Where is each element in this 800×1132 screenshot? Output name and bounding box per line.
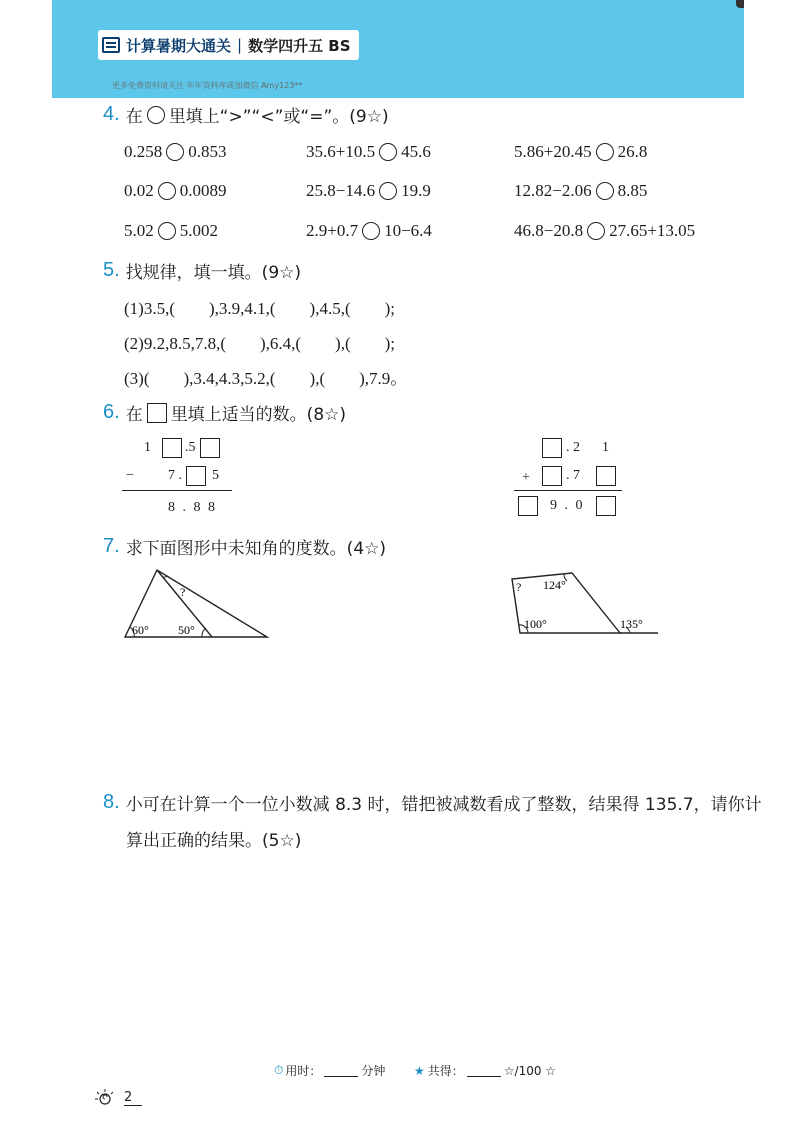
q6-prompt-end: 里填上适当的数。(8☆): [170, 405, 347, 425]
score-label: 共得：: [427, 1064, 464, 1078]
answer-box[interactable]: [200, 438, 220, 458]
answer-circle[interactable]: [596, 182, 614, 200]
q6-prompt-start: 在: [125, 405, 143, 425]
plus-sign: +: [522, 470, 530, 485]
sum-line: [514, 490, 622, 491]
q4-item-right: 0.853: [188, 142, 227, 161]
q5-number: 5.: [103, 259, 120, 281]
q4-number: 4.: [103, 103, 120, 125]
minus-sign: −: [126, 468, 134, 483]
digit: 1: [144, 440, 151, 455]
q4-item-right: 0.0089: [179, 181, 227, 200]
q4-item-2: [306, 142, 431, 162]
q4-item-4: [124, 181, 227, 201]
angle-label: 50°: [178, 623, 195, 637]
score-unit: ☆/100 ☆: [503, 1063, 557, 1078]
q7-number: 7.: [103, 535, 120, 557]
q8-number: 8.: [103, 791, 120, 813]
q4-item-1: [124, 142, 227, 162]
page-footer: [92, 1088, 142, 1108]
time-field: [274, 1062, 385, 1079]
addition-problem: [514, 436, 634, 526]
time-blank[interactable]: [324, 1064, 358, 1077]
q8-line-1: 小可在计算一个一位小数减 8.3 时，错把被减数看成了整数，结果得 135.7，请你计: [125, 795, 762, 815]
answer-circle[interactable]: [596, 143, 614, 161]
q8-heading: [103, 790, 762, 815]
angle-label: 100°: [524, 617, 547, 631]
circle-blank-icon: [147, 106, 165, 124]
q4-item-8: [306, 221, 432, 241]
unknown-angle-mark: ?: [516, 580, 522, 594]
page-number: 2: [124, 1090, 142, 1106]
angle-label: 60°: [132, 623, 149, 637]
digit: 1: [602, 440, 609, 455]
q4-item-left: 2.9+0.7: [306, 221, 359, 240]
sun-swirl-icon: [92, 1088, 118, 1108]
answer-circle[interactable]: [158, 222, 176, 240]
triangle-figure: [110, 560, 290, 650]
q4-item-right: 5.002: [179, 221, 218, 240]
answer-box[interactable]: [162, 438, 182, 458]
q4-item-left: 46.8−20.8: [514, 221, 584, 240]
q7-prompt: 求下面图形中未知角的度数。(4☆): [125, 539, 387, 559]
result-digits: 9 . 0: [550, 498, 585, 513]
q4-item-left: 5.02: [124, 221, 154, 240]
q4-item-right: 10−6.4: [384, 221, 432, 240]
unknown-angle-mark: ?: [180, 585, 186, 599]
q5-line-1: (1)3.5,( ),3.9,4.1,( ),4.5,( );: [124, 299, 396, 318]
q4-item-3: [514, 142, 647, 162]
q4-item-left: 0.02: [124, 181, 154, 200]
q4-item-right: 8.85: [617, 181, 648, 200]
digit: . 7: [566, 468, 580, 483]
header-subtitle: 数学四升五 BS: [248, 36, 351, 55]
angle-label: 135°: [620, 617, 643, 631]
answer-box[interactable]: [542, 438, 562, 458]
header-title: 计算暑期大通关: [126, 36, 232, 55]
q4-prompt-end: 里填上“>”“<”或“=”。(9☆): [168, 107, 389, 127]
q4-item-right: 19.9: [401, 181, 431, 200]
q4-item-9: [514, 221, 695, 241]
q4-item-right: 27.65+13.05: [609, 221, 696, 240]
clock-icon: ⏱: [274, 1063, 284, 1077]
answer-box[interactable]: [596, 466, 616, 486]
q5-line-2: (2)9.2,8.5,7.8,( ),6.4,( ),( );: [124, 334, 396, 353]
q4-item-left: 5.86+20.45: [514, 142, 592, 161]
score-blank[interactable]: [467, 1064, 501, 1077]
q4-prompt-start: 在: [125, 107, 143, 127]
q4-heading: [103, 102, 389, 127]
q5-heading: [103, 258, 301, 283]
time-label: 用时：: [285, 1064, 322, 1078]
digit: 7 .: [168, 468, 182, 483]
q4-item-left: 12.82−2.06: [514, 181, 592, 200]
q4-item-right: 45.6: [401, 142, 431, 161]
q6-number: 6.: [103, 401, 120, 423]
answer-circle[interactable]: [158, 182, 176, 200]
q8-line-2: 算出正确的结果。(5☆): [126, 831, 302, 851]
answer-circle[interactable]: [379, 143, 397, 161]
header-separator: |: [237, 36, 243, 54]
q5-prompt: 找规律，填一填。(9☆): [125, 263, 302, 283]
answer-box[interactable]: [542, 466, 562, 486]
header-note: 更多免费资料请关注 年年资料库或加微信 Amy123**: [112, 81, 303, 90]
quadrilateral-figure: [500, 565, 670, 645]
digit: 5: [212, 468, 219, 483]
book-icon: [102, 37, 120, 53]
q5-line-3: (3)( ),3.4,4.3,5.2,( ),( ),7.9。: [124, 369, 408, 388]
square-blank-icon: [147, 403, 167, 423]
q4-item-7: [124, 221, 218, 241]
score-field: [414, 1062, 556, 1079]
answer-box[interactable]: [596, 496, 616, 516]
digit: .5: [185, 440, 196, 455]
answer-circle[interactable]: [379, 182, 397, 200]
page-corner-mark: [736, 0, 744, 8]
q4-item-6: [514, 181, 647, 201]
q4-item-5: [306, 181, 431, 201]
q4-item-right: 26.8: [617, 142, 648, 161]
sum-line: [122, 490, 232, 491]
result-digits: 8 . 8 8: [168, 500, 217, 515]
star-icon: ★: [414, 1063, 425, 1078]
q4-item-left: 35.6+10.5: [306, 142, 376, 161]
q4-item-left: 0.258: [124, 142, 163, 161]
answer-circle[interactable]: [362, 222, 380, 240]
answer-circle[interactable]: [166, 143, 184, 161]
q4-item-left: 25.8−14.6: [306, 181, 376, 200]
subtraction-problem: [122, 436, 252, 526]
header-tag: [98, 30, 359, 60]
time-unit: 分钟: [361, 1064, 386, 1078]
digit: . 2: [566, 440, 580, 455]
q6-heading: [103, 400, 346, 425]
answer-circle[interactable]: [587, 222, 605, 240]
angle-label: 124°: [543, 578, 566, 592]
q7-heading: [103, 534, 386, 559]
answer-box[interactable]: [186, 466, 206, 486]
answer-box[interactable]: [518, 496, 538, 516]
